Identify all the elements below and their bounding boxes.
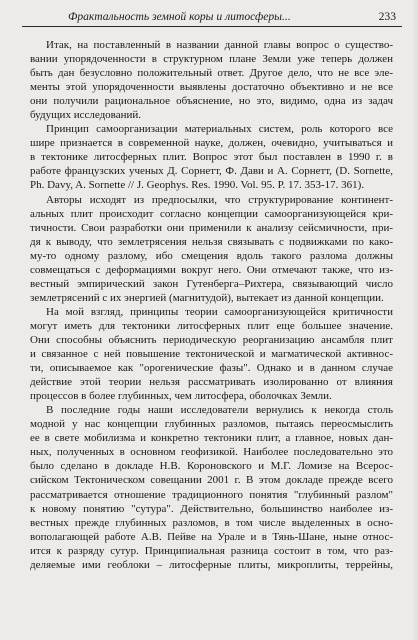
text-line: Ph. Davy, A. Sornette // J. Geophys. Res. 1990. Vol. 95. P. 17. 353-17. 361). <box>30 179 365 192</box>
text-line: и связанное с ней повышение тектонической и магматической активнос- <box>30 348 393 361</box>
text-line: вестный эмпирический закон Гутенберга–Рихтера, связывающий число <box>30 277 393 290</box>
text-line: ее в свете мобилизма и конкретно тектоники плит, а главное, новых дан- <box>30 432 393 445</box>
paragraph <box>30 193 393 305</box>
header-rule <box>22 26 402 27</box>
text-line: вополагающей работе А.В. Пейве на Урале и в Тянь-Шане, ныне относ- <box>30 530 393 543</box>
text-line: они получили рациональное объяснение, но это, видимо, одна из задач <box>30 95 393 108</box>
text-line: рассматривается отношение традиционного понятия "глубинный разлом" <box>30 488 393 501</box>
text-line: было сделано в докладе Н.В. Короновского и М.Г. Ломизе на Всерос- <box>30 460 393 473</box>
body-text <box>30 38 393 572</box>
text-line: Авторы исходят из предпосылки, что структурирование континент- <box>46 193 393 206</box>
paragraph <box>30 305 393 403</box>
text-line: вании упорядоченности в структурном плане Земли уже теперь должен <box>30 53 393 66</box>
text-line: тичности. Свои разработки они применили к анализу сейсмичности, при- <box>30 221 393 234</box>
text-line: менты этой упорядоченности выявлены достаточно объективно и не все <box>30 81 393 94</box>
text-line: шире признается в современной науке, должен, очевидно, учитываться и <box>30 137 393 150</box>
paragraph <box>30 122 393 192</box>
text-line: вестных прежде глубинных разломов, в том числе выделенных в осно- <box>30 516 393 529</box>
text-line: совмещаться с деформациями вокруг него. Они отмечают также, что из- <box>30 263 393 276</box>
paragraph <box>30 38 393 122</box>
text-line: ится к разряду сутур. Принципиальная разница состоит в том, что раз- <box>30 544 393 557</box>
text-line: могут иметь для тектоники литосферных плит еще большее значение. <box>30 319 393 332</box>
text-line: модной у нас концепции глубинных разломов, пытаясь переосмыслить <box>30 418 393 431</box>
text-line: ти, описываемое как "орогенические фазы". Однако и в данном случае <box>30 362 393 375</box>
text-line: В последние годы наши исследователи вернулись к некогда столь <box>46 404 393 417</box>
paragraph <box>30 403 393 572</box>
text-line: дя к выводу, что землетрясения нельзя связывать с подвижками по како- <box>30 235 393 248</box>
text-line: будущих исследований. <box>30 109 142 122</box>
text-line: альных плит происходит согласно концепции самоорганизующейся кри- <box>30 207 393 220</box>
page-edge-shadow <box>412 0 418 640</box>
text-line: Итак, на поставленный в названии данной главы вопрос о существо- <box>46 39 393 51</box>
text-line: процессов в более глубинных, чем литосфера, оболочках Земли. <box>30 390 332 403</box>
running-head-title: Фрактальность земной коры и литосферы... <box>68 10 291 23</box>
text-line: быть дан безусловно положительный ответ. Другое дело, что не все эле- <box>30 67 393 80</box>
text-line: землетрясений с их энергией (магнитудой), вытекает из данной концепции. <box>30 291 384 304</box>
text-line: сийском Тектоническом совещании 2001 г. В этом докладе прежде всего <box>30 474 393 487</box>
running-head <box>22 9 402 25</box>
text-line: действие этой теории нельзя рассматривать изолированно от влияния <box>30 376 393 389</box>
text-line: му-то одному разлому, ибо смещения вдоль такого разлома должны <box>30 249 393 262</box>
text-line: в тектонике литосферных плит. Вопрос этот был поставлен в 1990 г. в <box>30 151 393 164</box>
text-line: Принцип самоорганизации материальных систем, роль которого все <box>46 123 393 136</box>
text-line: ных, полученных в основном геофизикой. Наиболее последовательно это <box>30 446 393 459</box>
text-line: к новому понятию "сутура". Действительно, большинство наиболее из- <box>30 502 393 515</box>
text-line: деляемые ими геоблоки – литосферные плиты, микроплиты, террейны, <box>30 558 393 571</box>
text-line: работе французских ученых Д. Сорнетт, Ф. Дави и А. Сорнетт, (D. Sornette, <box>30 165 393 178</box>
text-line: На мой взгляд, принципы теории самоорганизующейся критичности <box>46 305 393 318</box>
text-line: Они способны объяснить периодическую реорганизацию ансамбля плит <box>30 333 393 346</box>
page-number: 233 <box>378 10 396 23</box>
